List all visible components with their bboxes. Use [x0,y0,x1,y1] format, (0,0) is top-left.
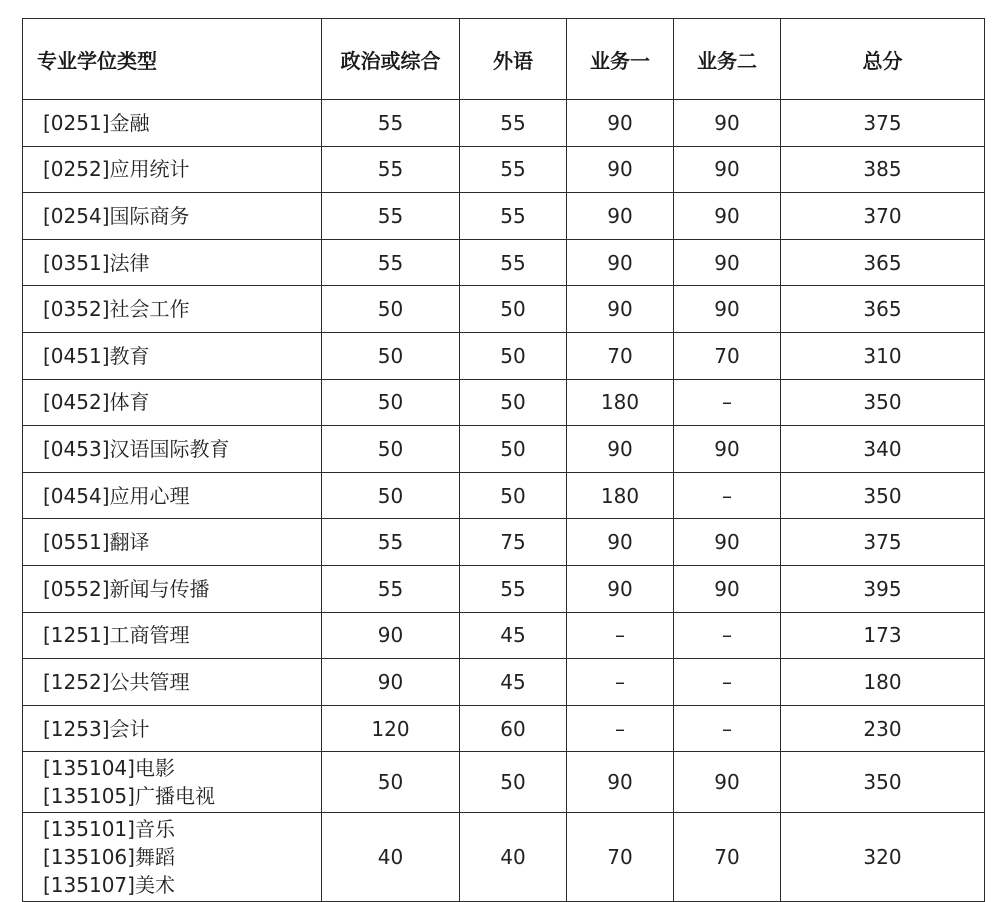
cell-degree-type [23,286,322,333]
cell-course-one: – [567,659,674,706]
cell-foreign-language: 45 [460,659,567,706]
cell-politics: 40 [322,813,460,902]
cell-politics: 120 [322,705,460,752]
cell-course-one: 90 [567,752,674,813]
cell-foreign-language: 60 [460,705,567,752]
cell-foreign-language: 50 [460,426,567,473]
cell-foreign-language: 50 [460,379,567,426]
cell-foreign-language: 50 [460,752,567,813]
cell-course-two: 90 [674,752,781,813]
cell-degree-type [23,100,322,147]
table-row [23,519,985,566]
degree-type-label: [0254]国际商务 [43,203,190,228]
cell-course-one: 70 [567,813,674,902]
cell-politics: 50 [322,752,460,813]
cell-course-one: 90 [567,426,674,473]
cell-total: 370 [781,193,985,240]
cell-degree-type [23,519,322,566]
cell-total: 365 [781,239,985,286]
cell-foreign-language: 50 [460,472,567,519]
cell-course-two: 70 [674,813,781,902]
cell-total: 230 [781,705,985,752]
cell-foreign-language: 50 [460,286,567,333]
cell-degree-type [23,813,322,902]
cell-degree-type [23,752,322,813]
table-row [23,193,985,240]
cell-course-one: – [567,612,674,659]
cell-course-two: – [674,379,781,426]
cell-course-two: – [674,705,781,752]
cell-course-one: 180 [567,379,674,426]
degree-type-label: [0451]教育 [43,343,150,368]
cell-course-one: 90 [567,519,674,566]
cell-total: 350 [781,752,985,813]
cell-course-two: 90 [674,519,781,566]
table-row [23,659,985,706]
degree-type-label: [1251]工商管理 [43,623,190,648]
cell-total: 320 [781,813,985,902]
table-row [23,286,985,333]
score-table [22,18,985,902]
cell-course-one: 90 [567,239,674,286]
cell-course-two: – [674,659,781,706]
cell-foreign-language: 55 [460,565,567,612]
table-row [23,379,985,426]
cell-course-one: 90 [567,286,674,333]
cell-total: 365 [781,286,985,333]
table-row [23,752,985,813]
cell-course-two: 90 [674,146,781,193]
degree-type-label: [135107]美术 [43,873,175,898]
degree-type-label: [0453]汉语国际教育 [43,436,230,461]
table-row [23,813,985,902]
degree-type-label: [135104]电影 [43,756,175,781]
degree-type-label: [0551]翻译 [43,530,150,555]
degree-type-label: [1253]会计 [43,716,150,741]
degree-type-label: [0252]应用统计 [43,157,190,182]
cell-course-one: – [567,705,674,752]
cell-total: 180 [781,659,985,706]
cell-course-two: – [674,612,781,659]
header-course-two: 业务二 [674,19,781,100]
cell-foreign-language: 75 [460,519,567,566]
cell-politics: 50 [322,379,460,426]
cell-politics: 55 [322,100,460,147]
cell-foreign-language: 55 [460,100,567,147]
header-total: 总分 [781,19,985,100]
cell-course-two: 90 [674,100,781,147]
table-body [23,100,985,902]
cell-total: 173 [781,612,985,659]
cell-total: 310 [781,332,985,379]
cell-foreign-language: 55 [460,239,567,286]
cell-politics: 50 [322,286,460,333]
cell-degree-type [23,332,322,379]
table-row [23,612,985,659]
table-row [23,426,985,473]
header-politics: 政治或综合 [322,19,460,100]
cell-course-one: 90 [567,565,674,612]
degree-type-label: [0351]法律 [43,250,150,275]
table-row [23,146,985,193]
cell-course-two: – [674,472,781,519]
cell-course-two: 90 [674,565,781,612]
cell-course-one: 180 [567,472,674,519]
cell-politics: 55 [322,146,460,193]
cell-degree-type [23,472,322,519]
cell-degree-type [23,239,322,286]
degree-type-label: [135106]舞蹈 [43,845,175,870]
cell-degree-type [23,659,322,706]
cell-degree-type [23,193,322,240]
cell-politics: 55 [322,239,460,286]
cell-course-two: 90 [674,426,781,473]
cell-course-two: 90 [674,286,781,333]
cell-total: 375 [781,519,985,566]
cell-degree-type [23,146,322,193]
cell-politics: 50 [322,472,460,519]
cell-politics: 55 [322,565,460,612]
cell-politics: 90 [322,612,460,659]
cell-foreign-language: 45 [460,612,567,659]
degree-type-label: [0452]体育 [43,390,150,415]
table-row [23,565,985,612]
cell-course-one: 90 [567,193,674,240]
degree-type-label: [1252]公共管理 [43,669,190,694]
cell-politics: 55 [322,193,460,240]
cell-foreign-language: 55 [460,146,567,193]
degree-type-label: [0251]金融 [43,110,150,135]
cell-politics: 50 [322,426,460,473]
degree-type-label: [0552]新闻与传播 [43,576,210,601]
cell-foreign-language: 55 [460,193,567,240]
cell-degree-type [23,612,322,659]
table-row [23,332,985,379]
cell-total: 350 [781,379,985,426]
cell-degree-type [23,565,322,612]
cell-foreign-language: 50 [460,332,567,379]
cell-course-one: 90 [567,100,674,147]
cell-foreign-language: 40 [460,813,567,902]
degree-type-label: [135105]广播电视 [43,784,215,809]
cell-degree-type [23,379,322,426]
degree-type-label: [0352]社会工作 [43,297,190,322]
header-foreign-language: 外语 [460,19,567,100]
cell-course-one: 90 [567,146,674,193]
cell-politics: 50 [322,332,460,379]
cell-politics: 55 [322,519,460,566]
cell-total: 385 [781,146,985,193]
cell-total: 350 [781,472,985,519]
table-row [23,100,985,147]
degree-type-label: [0454]应用心理 [43,483,190,508]
cell-course-two: 90 [674,239,781,286]
header-row [23,19,985,100]
cell-course-two: 70 [674,332,781,379]
header-course-one: 业务一 [567,19,674,100]
cell-course-two: 90 [674,193,781,240]
cell-total: 395 [781,565,985,612]
table-row [23,239,985,286]
cell-degree-type [23,426,322,473]
cell-politics: 90 [322,659,460,706]
table-row [23,705,985,752]
cell-degree-type [23,705,322,752]
table-header [23,19,985,100]
cell-total: 375 [781,100,985,147]
degree-type-label: [135101]音乐 [43,817,175,842]
cell-course-one: 70 [567,332,674,379]
table-row [23,472,985,519]
cell-total: 340 [781,426,985,473]
header-degree-type: 专业学位类型 [23,19,322,100]
